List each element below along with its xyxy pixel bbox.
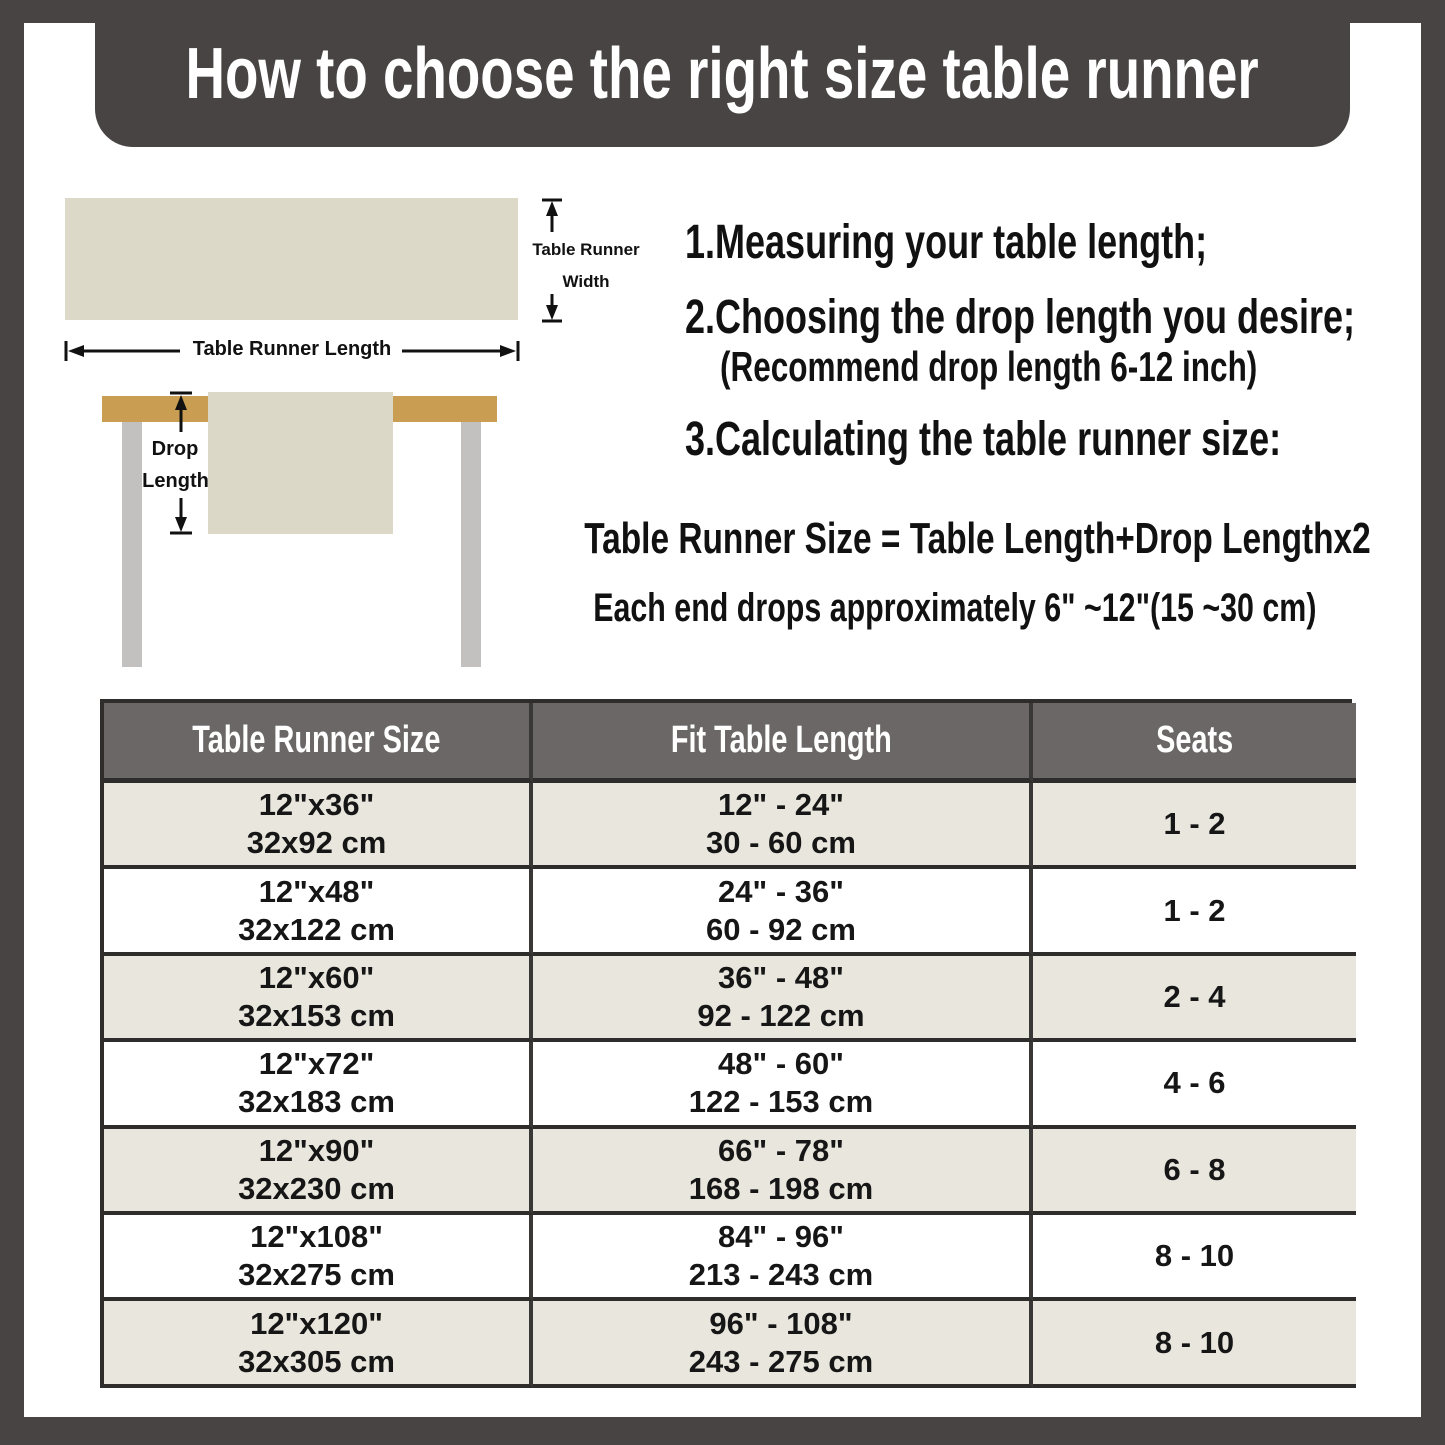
table-cell-runner-size: 12"x120" 32x305 cm <box>104 1301 533 1387</box>
table-cell-runner-size: 12"x72" 32x183 cm <box>104 1042 533 1128</box>
table-cell-seats: 8 - 10 <box>1033 1301 1356 1387</box>
drop-label-line2: Length <box>142 470 209 492</box>
table-cell-seats: 1 - 2 <box>1033 869 1356 955</box>
header-banner <box>95 0 1350 147</box>
table-cell-seats: 2 - 4 <box>1033 956 1356 1042</box>
draped-runner-illustration <box>208 392 393 534</box>
table-cell-fit-length: 36" - 48" 92 - 122 cm <box>533 956 1033 1042</box>
step-1: 1.Measuring your table length; <box>685 216 1208 269</box>
page-title: How to choose the right size table runner <box>185 33 1260 114</box>
table-cell-fit-length: 24" - 36" 60 - 92 cm <box>533 869 1033 955</box>
table-cell-seats: 1 - 2 <box>1033 783 1356 869</box>
length-label: Table Runner Length <box>192 338 392 360</box>
size-table <box>100 699 1352 1388</box>
table-cell-runner-size: 12"x108" 32x275 cm <box>104 1215 533 1301</box>
table-cell-runner-size: 12"x90" 32x230 cm <box>104 1129 533 1215</box>
table-cell-fit-length: 66" - 78" 168 - 198 cm <box>533 1129 1033 1215</box>
table-cell-fit-length: 48" - 60" 122 - 153 cm <box>533 1042 1033 1128</box>
table-cell-runner-size: 12"x48" 32x122 cm <box>104 869 533 955</box>
step-2: 2.Choosing the drop length you desire; <box>685 291 1356 344</box>
width-label-line1: Table Runner <box>532 240 640 259</box>
table-runner-illustration <box>65 198 518 320</box>
table-cell-seats: 6 - 8 <box>1033 1129 1356 1215</box>
column-header-fit-length: Fit Table Length <box>533 703 1033 783</box>
column-header-runner-size: Table Runner Size <box>104 703 533 783</box>
step-2-note: (Recommend drop length 6-12 inch) <box>720 343 1258 390</box>
drop-label-line1: Drop <box>151 438 199 460</box>
step-3: 3.Calculating the table runner size: <box>685 413 1282 466</box>
drop-note: Each end drops approximately 6" ~12"(15 ~30 cm) <box>593 586 1317 630</box>
column-header-seats: Seats <box>1033 703 1356 783</box>
table-cell-seats: 4 - 6 <box>1033 1042 1356 1128</box>
table-cell-runner-size: 12"x60" 32x153 cm <box>104 956 533 1042</box>
size-formula: Table Runner Size = Table Length+Drop Lengthx2 <box>584 514 1371 563</box>
table-cell-runner-size: 12"x36" 32x92 cm <box>104 783 533 869</box>
table-cell-fit-length: 12" - 24" 30 - 60 cm <box>533 783 1033 869</box>
table-cell-fit-length: 84" - 96" 213 - 243 cm <box>533 1215 1033 1301</box>
width-label-line2: Width <box>562 272 610 291</box>
table-cell-fit-length: 96" - 108" 243 - 275 cm <box>533 1301 1033 1387</box>
table-cell-seats: 8 - 10 <box>1033 1215 1356 1301</box>
